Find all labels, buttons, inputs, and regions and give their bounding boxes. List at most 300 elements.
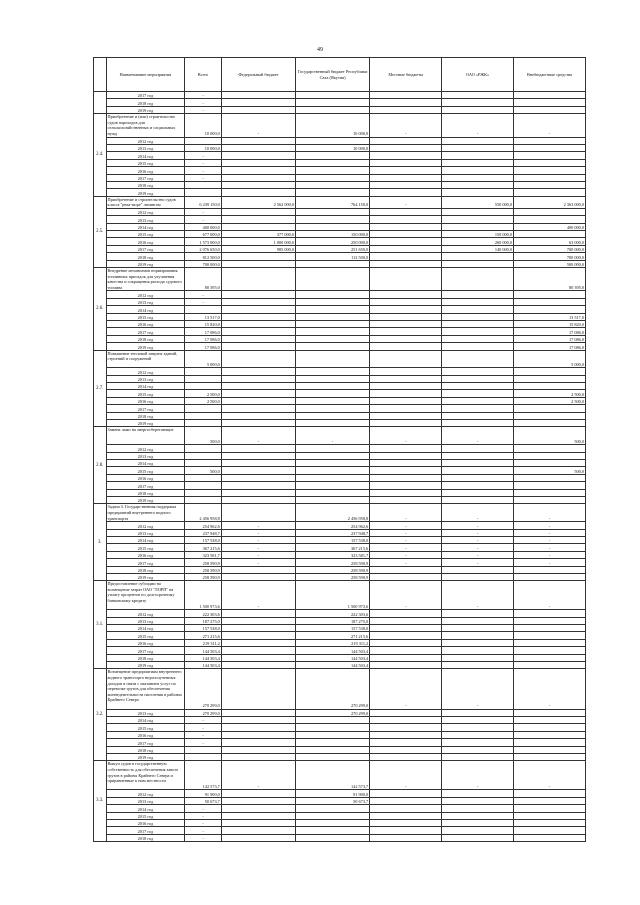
value-cell (370, 731, 442, 738)
value-cell: 10 000,0 (185, 144, 222, 151)
value-cell: 50 673,7 (185, 797, 222, 804)
value-cell (442, 709, 514, 716)
header-cell: Местные бюджеты (370, 58, 442, 92)
total-cell: 270 299,0 (185, 669, 222, 709)
value-cell (370, 216, 442, 223)
value-cell (296, 159, 370, 166)
year-label: 2012 год (106, 790, 185, 797)
value-cell (221, 208, 295, 215)
value-cell (185, 405, 222, 412)
value-cell (514, 709, 586, 716)
header-number-cell (94, 58, 107, 92)
value-cell: 157 538,0 (185, 625, 222, 632)
table-row-year (94, 174, 586, 181)
value-cell: 258 590,9 (296, 559, 370, 566)
value-cell (296, 420, 370, 427)
value-cell (442, 144, 514, 151)
value-cell (296, 343, 370, 350)
table-row-year (94, 812, 586, 819)
value-cell (370, 313, 442, 320)
value-cell (221, 716, 295, 723)
value-cell (185, 412, 222, 419)
table-row-year (94, 474, 586, 481)
value-cell: 2 500,0 (185, 390, 222, 397)
value-cell (370, 467, 442, 474)
value-cell (221, 482, 295, 489)
value-cell (370, 474, 442, 481)
value-cell (370, 375, 442, 382)
value-cell (442, 306, 514, 313)
value-cell (221, 834, 295, 841)
value-cell (442, 573, 514, 580)
year-label: 2019 год (106, 496, 185, 503)
year-label: 2019 год (106, 343, 185, 350)
total-cell: - (370, 114, 442, 137)
total-cell: - (442, 581, 514, 610)
value-cell: 258 590,9 (296, 573, 370, 580)
value-cell: 270 299,0 (296, 709, 370, 716)
value-cell (514, 731, 586, 738)
value-cell (221, 397, 295, 404)
year-label: 2014 год (106, 223, 185, 230)
year-label: 2018 год (106, 253, 185, 260)
table-row-year (94, 383, 586, 390)
total-cell: - (370, 669, 442, 709)
value-cell (370, 397, 442, 404)
value-cell (221, 313, 295, 320)
value-cell (221, 496, 295, 503)
measure-number: 2.7. (94, 350, 107, 427)
year-label: 2016 год (106, 819, 185, 826)
value-cell: - (185, 159, 222, 166)
total-cell: 10 000,0 (185, 114, 222, 137)
value-cell (221, 298, 295, 305)
value-cell (221, 489, 295, 496)
value-cell: - (442, 529, 514, 536)
value-cell (296, 716, 370, 723)
total-cell: 80 395,0 (514, 268, 586, 291)
value-cell (370, 797, 442, 804)
total-cell: - (514, 504, 586, 522)
value-cell: 91 900,0 (185, 790, 222, 797)
table-row-year (94, 529, 586, 536)
value-cell (514, 625, 586, 632)
year-label: 2013 год (106, 797, 185, 804)
table-row-year (94, 159, 586, 166)
value-cell (442, 223, 514, 230)
value-cell: - (514, 522, 586, 529)
value-cell: - (185, 291, 222, 298)
table-row-year (94, 306, 586, 313)
value-cell: 250 000,0 (296, 238, 370, 245)
value-cell (370, 231, 442, 238)
value-cell (442, 412, 514, 419)
value-cell (296, 383, 370, 390)
year-label: 2019 год (106, 420, 185, 427)
value-cell (185, 452, 222, 459)
year-label: 2014 год (106, 716, 185, 723)
total-cell: - (221, 581, 295, 610)
year-label: 2015 год (106, 812, 185, 819)
value-cell (514, 496, 586, 503)
value-cell (296, 181, 370, 188)
table-row-year (94, 731, 586, 738)
value-cell: 260 000,0 (442, 238, 514, 245)
value-cell (221, 654, 295, 661)
value-cell: 1 000 000,0 (221, 238, 295, 245)
value-cell (370, 753, 442, 760)
header-cell: Внебюджетные средства (514, 58, 586, 92)
value-cell: 17 086,0 (185, 328, 222, 335)
value-cell (442, 368, 514, 375)
value-cell (442, 313, 514, 320)
table-row-year (94, 375, 586, 382)
value-cell (185, 137, 222, 144)
value-cell (296, 753, 370, 760)
value-cell: 2 076 650,0 (185, 245, 222, 252)
value-cell (370, 343, 442, 350)
value-cell (221, 174, 295, 181)
value-cell (221, 328, 295, 335)
value-cell (514, 739, 586, 746)
table-row-year (94, 790, 586, 797)
value-cell: 367 215,6 (296, 544, 370, 551)
value-cell: - (514, 544, 586, 551)
total-cell: 142 573,7 (296, 761, 370, 790)
measure-title: Приобретение и строительство судов класса "река-море" лизингом (106, 196, 185, 208)
year-label: 2016 год (106, 397, 185, 404)
value-cell: 367 215,6 (185, 544, 222, 551)
header-cell: Государственный бюджет Республики Саха (Якутия) (296, 58, 370, 92)
total-cell: 5 000,0 (185, 350, 222, 368)
value-cell (514, 812, 586, 819)
value-cell: 2 500,0 (185, 397, 222, 404)
value-cell: 258 590,9 (185, 559, 222, 566)
value-cell (221, 181, 295, 188)
value-cell: 323 581,7 (185, 551, 222, 558)
year-label: 2018 год (106, 489, 185, 496)
value-cell (296, 496, 370, 503)
header-cell: Федеральный бюджет (221, 58, 295, 92)
value-cell (514, 474, 586, 481)
value-cell (296, 819, 370, 826)
table-row-year (94, 522, 586, 529)
value-cell (370, 812, 442, 819)
year-label: 2016 год (106, 551, 185, 558)
total-cell (442, 350, 514, 368)
year-label: 2012 год (106, 208, 185, 215)
value-cell (296, 460, 370, 467)
value-cell (370, 335, 442, 342)
table-row-year (94, 260, 586, 267)
value-cell (221, 797, 295, 804)
value-cell (370, 452, 442, 459)
value-cell (296, 167, 370, 174)
value-cell (514, 383, 586, 390)
value-cell (221, 827, 295, 834)
value-cell (296, 812, 370, 819)
year-label: 2012 год (106, 368, 185, 375)
year-label: 2014 год (106, 460, 185, 467)
value-cell (514, 368, 586, 375)
table-row-year (94, 551, 586, 558)
year-label: 2017 год (106, 92, 185, 99)
value-cell (442, 106, 514, 113)
year-label: 2017 год (106, 647, 185, 654)
value-cell (296, 189, 370, 196)
total-cell: - (514, 669, 586, 709)
value-cell (370, 223, 442, 230)
value-cell (370, 298, 442, 305)
value-cell (514, 489, 586, 496)
value-cell (221, 167, 295, 174)
value-cell: 271 215,6 (296, 632, 370, 639)
value-cell: - (185, 208, 222, 215)
value-cell (221, 375, 295, 382)
value-cell: 63 000,0 (514, 238, 586, 245)
total-cell: 2 562 000,0 (221, 196, 295, 208)
value-cell: - (185, 106, 222, 113)
year-label: 2018 год (106, 654, 185, 661)
table-row-year (94, 797, 586, 804)
value-cell (296, 99, 370, 106)
value-cell (442, 208, 514, 215)
measure-number: 2.4. (94, 114, 107, 197)
value-cell (370, 654, 442, 661)
year-label: 2016 год (106, 167, 185, 174)
value-cell (514, 573, 586, 580)
year-label: 2015 год (106, 544, 185, 551)
value-cell (514, 144, 586, 151)
table-row-year (94, 489, 586, 496)
value-cell (442, 137, 514, 144)
value-cell (221, 746, 295, 753)
year-label: 2012 год (106, 522, 185, 529)
value-cell (296, 298, 370, 305)
value-cell (370, 573, 442, 580)
value-cell (221, 216, 295, 223)
value-cell (221, 812, 295, 819)
value-cell: 222 303,6 (185, 610, 222, 617)
total-cell: - (514, 761, 586, 790)
value-cell (442, 797, 514, 804)
table-row-year (94, 137, 586, 144)
value-cell (221, 709, 295, 716)
value-cell (185, 383, 222, 390)
value-cell (514, 99, 586, 106)
table-row-year (94, 467, 586, 474)
value-cell (370, 420, 442, 427)
total-cell (296, 350, 370, 368)
value-cell (221, 573, 295, 580)
value-cell: - (185, 827, 222, 834)
value-cell (370, 566, 442, 573)
value-cell: - (442, 536, 514, 543)
value-cell (296, 827, 370, 834)
value-cell (370, 174, 442, 181)
value-cell: 377 000,0 (221, 231, 295, 238)
value-cell: - (185, 174, 222, 181)
value-cell (221, 632, 295, 639)
value-cell (442, 452, 514, 459)
value-cell (221, 819, 295, 826)
value-cell (370, 746, 442, 753)
total-cell: 10 000,0 (296, 114, 370, 137)
value-cell (296, 834, 370, 841)
value-cell: - (370, 544, 442, 551)
value-cell (185, 189, 222, 196)
year-label: 2017 год (106, 328, 185, 335)
value-cell (221, 320, 295, 327)
total-cell: - (296, 427, 370, 445)
value-cell (370, 662, 442, 669)
value-cell (221, 159, 295, 166)
total-cell: - (221, 114, 295, 137)
value-cell: - (185, 724, 222, 731)
total-cell (442, 268, 514, 291)
year-label: 2017 год (106, 827, 185, 834)
value-cell: 17 086,0 (185, 343, 222, 350)
value-cell (296, 92, 370, 99)
value-cell (442, 632, 514, 639)
value-cell (514, 834, 586, 841)
value-cell: 17 086,0 (185, 335, 222, 342)
value-cell: 985 000,0 (221, 245, 295, 252)
value-cell (442, 174, 514, 181)
table-row-year (94, 566, 586, 573)
value-cell (221, 390, 295, 397)
value-cell (221, 368, 295, 375)
table-row-year (94, 231, 586, 238)
value-cell (442, 731, 514, 738)
total-cell: 2 363 000,0 (514, 196, 586, 208)
value-cell: 700 000,0 (514, 245, 586, 252)
value-cell (442, 445, 514, 452)
total-cell: - (442, 114, 514, 137)
value-cell (296, 216, 370, 223)
value-cell: 500,0 (514, 467, 586, 474)
value-cell (296, 390, 370, 397)
value-cell (185, 375, 222, 382)
table-row-year (94, 573, 586, 580)
value-cell (221, 617, 295, 624)
value-cell (185, 746, 222, 753)
total-cell: 1 500 973,6 (185, 581, 222, 610)
year-label: 2013 год (106, 709, 185, 716)
total-cell: - (370, 581, 442, 610)
value-cell (442, 625, 514, 632)
table-row-year (94, 482, 586, 489)
value-cell (296, 320, 370, 327)
value-cell (442, 662, 514, 669)
value-cell (514, 639, 586, 646)
measure-title: Предоставление субсидии на возмещение затрат ОАО "ЛОРП" на уплату процентов по долгосрочному банковскому кредиту (106, 581, 185, 610)
value-cell (221, 253, 295, 260)
value-cell (296, 397, 370, 404)
value-cell: 700 000,0 (514, 253, 586, 260)
value-cell: - (185, 805, 222, 812)
total-cell: - (442, 761, 514, 790)
value-cell (514, 152, 586, 159)
value-cell: - (221, 522, 295, 529)
table-row-year (94, 99, 586, 106)
value-cell (221, 137, 295, 144)
value-cell: 187 275,0 (296, 617, 370, 624)
value-cell (296, 260, 370, 267)
value-cell: - (442, 544, 514, 551)
table-row-year (94, 368, 586, 375)
value-cell: - (514, 529, 586, 536)
year-label: 2018 год (106, 746, 185, 753)
value-cell (442, 790, 514, 797)
value-cell (514, 827, 586, 834)
year-label: 2018 год (106, 566, 185, 573)
value-cell (514, 106, 586, 113)
value-cell (370, 632, 442, 639)
year-label: 2012 год (106, 610, 185, 617)
value-cell (296, 137, 370, 144)
value-cell (221, 639, 295, 646)
value-cell: - (370, 559, 442, 566)
value-cell: 91 900,0 (296, 790, 370, 797)
value-cell (514, 647, 586, 654)
value-cell: 237 948,7 (185, 529, 222, 536)
value-cell: 400 000,0 (185, 223, 222, 230)
value-cell (370, 496, 442, 503)
value-cell (370, 827, 442, 834)
table-row-year (94, 662, 586, 669)
year-label: 2018 год (106, 181, 185, 188)
year-label: 2016 год (106, 238, 185, 245)
measure-number: 2.6. (94, 268, 107, 351)
value-cell (296, 474, 370, 481)
value-cell (370, 99, 442, 106)
total-cell: 1 500 973,6 (296, 581, 370, 610)
value-cell (185, 368, 222, 375)
value-cell (442, 335, 514, 342)
value-cell (514, 291, 586, 298)
value-cell (296, 223, 370, 230)
table-row-year (94, 834, 586, 841)
value-cell (370, 137, 442, 144)
table-row-year (94, 544, 586, 551)
value-cell (185, 445, 222, 452)
measure-number: 2.5. (94, 196, 107, 267)
value-cell (221, 647, 295, 654)
value-cell (185, 181, 222, 188)
value-cell (370, 189, 442, 196)
value-cell (370, 724, 442, 731)
value-cell: 323 581,7 (296, 551, 370, 558)
value-cell (221, 731, 295, 738)
value-cell: 50 673,7 (296, 797, 370, 804)
year-label: 2014 год (106, 152, 185, 159)
value-cell (370, 181, 442, 188)
table-row-year (94, 313, 586, 320)
value-cell: 400 000,0 (514, 223, 586, 230)
year-label: 2013 год (106, 452, 185, 459)
table-row-year (94, 412, 586, 419)
measure-title: Задача 3. Государственная поддержка предприятий внутреннего водного транспорта (106, 504, 185, 522)
value-cell (221, 383, 295, 390)
year-label: 2015 год (106, 231, 185, 238)
total-cell: - (370, 196, 442, 208)
value-cell (442, 489, 514, 496)
budget-table (93, 57, 586, 842)
measure-title: Выкуп судов в государственную собственность для обеспечения завоза грузов в районы Крайнего Севера и приравненные к ним местности (106, 761, 185, 790)
value-cell (296, 746, 370, 753)
value-cell (514, 753, 586, 760)
